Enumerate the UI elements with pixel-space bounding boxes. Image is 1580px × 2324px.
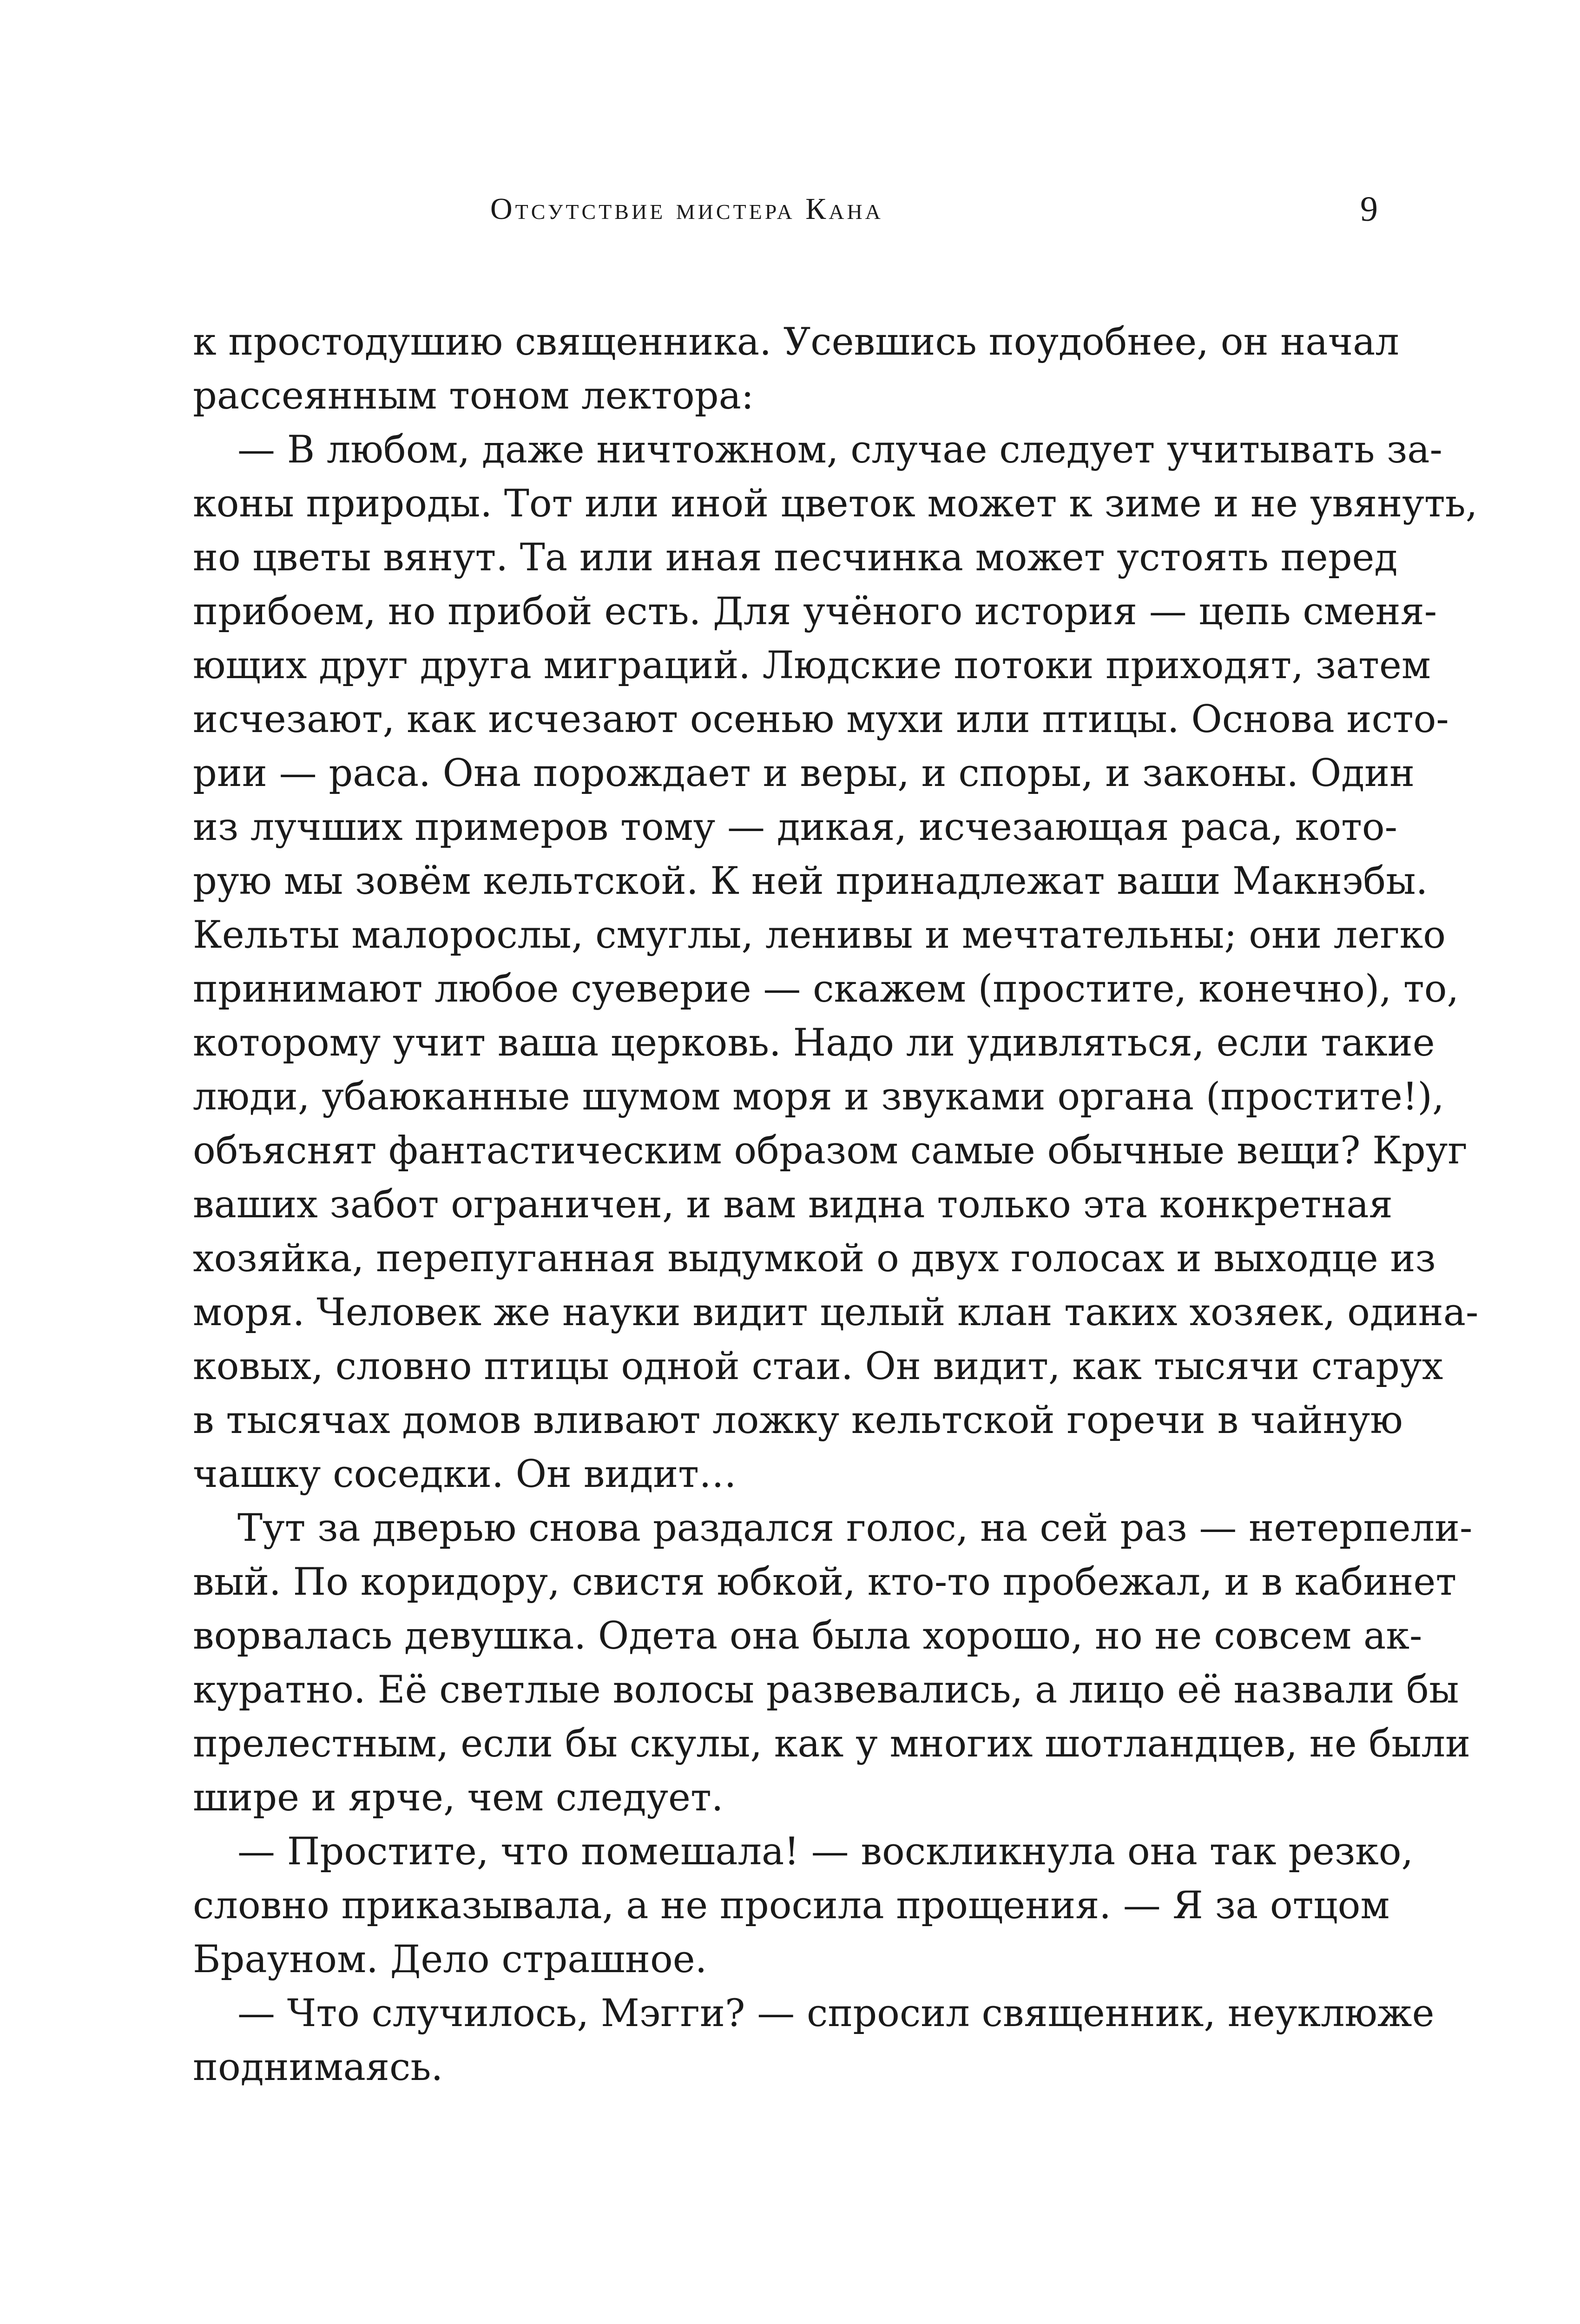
text-line: в тысячах домов вливают ложку кельтской горечи в чайную	[193, 1399, 1403, 1442]
text-line: куратно. Её светлые волосы развевались, а лицо её назвали бы	[193, 1668, 1459, 1712]
text-line: — В любом, даже ничтожном, случае следует учитывать за-	[237, 428, 1442, 472]
text-line: но цветы вянут. Та или иная песчинка может устоять перед	[193, 536, 1398, 580]
text-line: моря. Человек же науки видит целый клан таких хозяек, одина-	[193, 1291, 1479, 1334]
text-line: чашку соседки. Он видит…	[193, 1452, 737, 1496]
body-text	[193, 315, 1479, 2094]
text-line: Брауном. Дело страшное.	[193, 1938, 707, 1981]
text-line: рассеянным тоном лектора:	[193, 374, 754, 418]
text-line: рии — раса. Она порождает и веры, и споры, и законы. Один	[193, 752, 1415, 795]
text-line: из лучших примеров тому — дикая, исчезающая раса, кото-	[193, 805, 1398, 849]
text-line: прелестным, если бы скулы, как у многих шотландцев, не были	[193, 1722, 1471, 1766]
text-line: прибоем, но прибой есть. Для учёного история — цепь сменя-	[193, 590, 1437, 634]
text-line: поднимаясь.	[193, 2046, 443, 2089]
text-line: — Простите, что помешала! — воскликнула она так резко,	[237, 1830, 1414, 1874]
text-line: вый. По коридору, свистя юбкой, кто-то пробежал, и в кабинет	[193, 1560, 1457, 1604]
text-line: ковых, словно птицы одной стаи. Он видит, как тысячи старух	[193, 1345, 1443, 1388]
text-line: ворвалась девушка. Одета она была хорошо, но не совсем ак-	[193, 1614, 1422, 1658]
text-line: — Что случилось, Мэгги? — спросил священник, неуклюже	[237, 1992, 1435, 2035]
text-line: ваших забот ограничен, и вам видна только эта конкретная	[193, 1183, 1393, 1227]
text-line: исчезают, как исчезают осенью мухи или птицы. Основа исто-	[193, 698, 1449, 741]
text-line: объяснят фантастическим образом самые обычные вещи? Круг	[193, 1129, 1468, 1173]
running-header	[193, 188, 1378, 235]
text-line: люди, убаюканные шумом моря и звуками органа (простите!),	[193, 1075, 1444, 1119]
text-line: Тут за дверью снова раздался голос, на сей раз — нетерпели-	[237, 1506, 1473, 1550]
text-line: ющих друг друга миграций. Людские потоки приходят, затем	[193, 644, 1431, 687]
text-line: шире и ярче, чем следует.	[193, 1776, 724, 1820]
text-line: рую мы зовём кельтской. К ней принадлежат ваши Макнэбы.	[193, 859, 1428, 903]
text-line: к простодушию священника. Усевшись поудобнее, он начал	[193, 320, 1399, 364]
text-line: принимают любое суеверие — скажем (простите, конечно), то,	[193, 967, 1459, 1011]
text-line: словно приказывала, а не просила прощения. — Я за отцом	[193, 1884, 1390, 1928]
text-line: хозяйка, перепуганная выдумкой о двух голосах и выходце из	[193, 1237, 1436, 1281]
text-line: Кельты малорослы, смуглы, ленивы и мечтательны; они легко	[193, 913, 1446, 957]
running-title: Отсутствие мистера Кана	[490, 192, 883, 226]
text-line: коны природы. Тот или иной цветок может к зиме и не увянуть,	[193, 482, 1478, 526]
page-number: 9	[1360, 190, 1378, 229]
text-line: которому учит ваша церковь. Надо ли удивляться, если такие	[193, 1021, 1435, 1065]
